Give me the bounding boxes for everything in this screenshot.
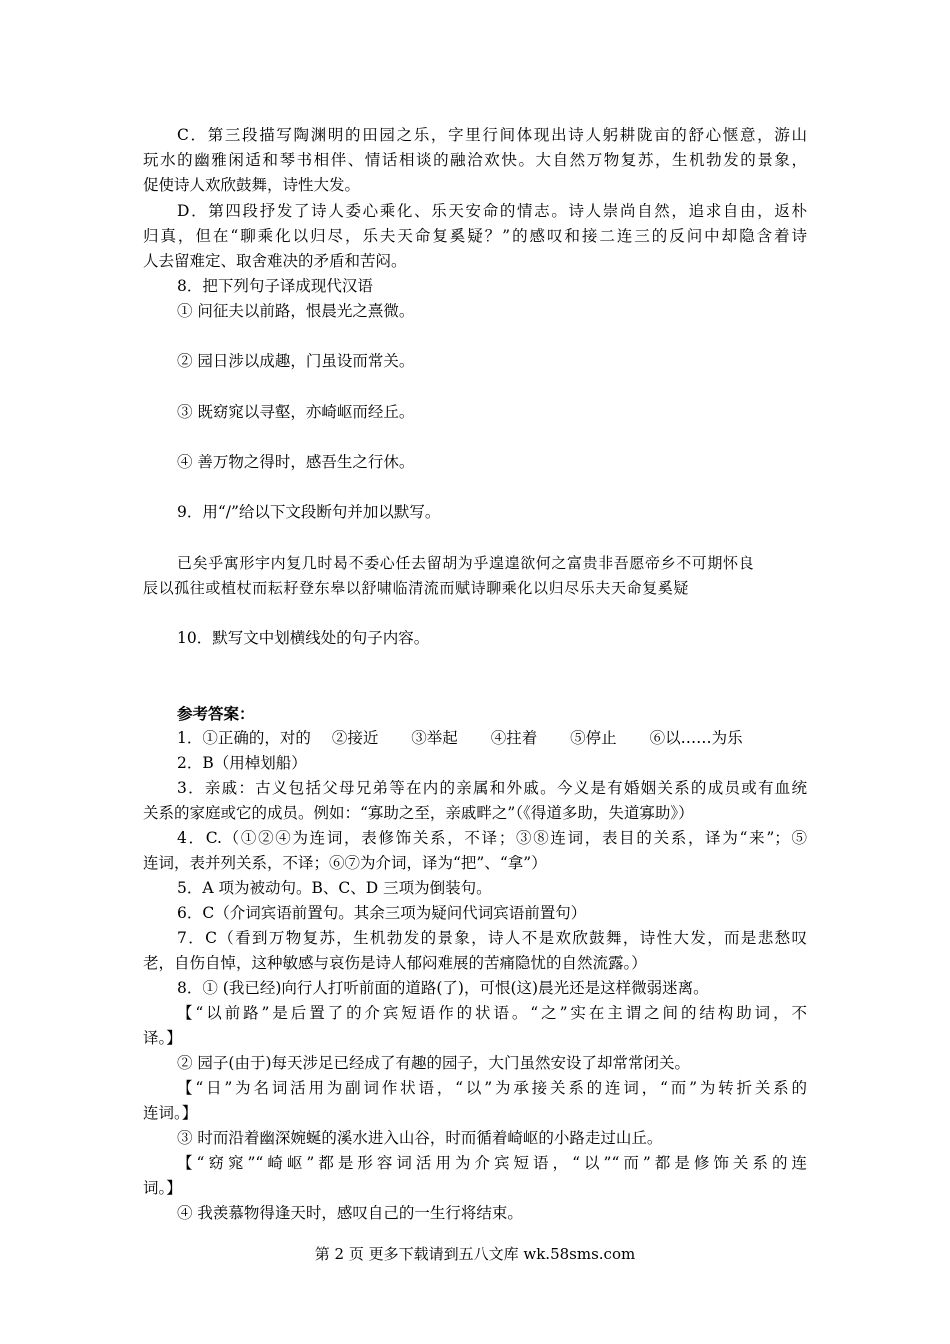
answer-8-item-3: ③ 时而沿着幽深婉蜒的溪水进入山谷，时而循着崎岖的小路走过山丘。 [177, 1129, 663, 1147]
question-8: 8．把下列句子译成现代汉语 [177, 277, 373, 295]
question-8-item-1: ① 问征夫以前路，恨晨光之熹微。 [177, 302, 415, 320]
answer-8-note-3-line-1: 【“窈窕”“崎岖”都是形容词活用为介宾短语，“以”“而”都是修饰关系的连 [177, 1154, 807, 1172]
question-10: 10．默写文中划横线处的句子内容。 [177, 629, 430, 647]
answer-1-part-1: 1．①正确的，对的 [177, 729, 311, 747]
question-8-item-4: ④ 善万物之得时，感吾生之行休。 [177, 453, 415, 471]
answer-3-line-1: 3．亲戚：古义包括父母兄弟等在内的亲属和外戚。今义是有婚姻关系的成员或有血统 [177, 779, 807, 797]
option-c-line-2: 玩水的幽雅闲适和琴书相伴、情话相谈的融洽欢快。大自然万物复苏，生机勃发的景象， [143, 151, 807, 169]
answer-8-item-2: ② 园子(由于)每天涉足已经成了有趣的园子，大门虽然安设了却常常闭关。 [177, 1054, 691, 1072]
option-c-line-1: C．第三段描写陶渊明的田园之乐，字里行间体现出诗人躬耕陇亩的舒心惬意，游山 [177, 126, 807, 144]
answer-2: 2．B（用棹划船） [177, 754, 307, 772]
page-footer: 第 2 页 更多下载请到五八文库 wk.58sms.com [314, 1245, 636, 1263]
question-8-item-3: ③ 既窈窕以寻壑，亦崎岖而经丘。 [177, 403, 415, 421]
answer-8-note-1-line-1: 【“以前路”是后置了的介宾短语作的状语。“之”实在主谓之间的结构助词，不 [177, 1004, 807, 1022]
answer-7-line-2: 老，自伤自悼，这种敏感与哀伤是诗人郁闷难展的苦痛隐忧的自然流露。） [143, 954, 647, 972]
answer-8-note-2-line-1: 【“日”为名词活用为副词作状语，“以”为承接关系的连词，“而”为转折关系的 [177, 1079, 807, 1097]
answer-8-item-1: 8．① (我已经)向行人打听前面的道路(了)，可恨(这)晨光还是这样微弱迷离。 [177, 979, 709, 997]
question-9-text-line-2: 辰以孤往或植杖而耘耔登东皋以舒啸临清流而赋诗聊乘化以归尽乐夫天命复奚疑 [143, 579, 690, 597]
option-d-line-3: 人去留难定、取舍难决的矛盾和苦闷。 [143, 252, 407, 270]
answer-5: 5．A 项为被动句。B、C、D 三项为倒装句。 [177, 879, 492, 897]
answer-1 [177, 727, 743, 749]
question-9: 9．用“/”给以下文段断句并加以默写。 [177, 503, 441, 521]
option-d-line-1: D．第四段抒发了诗人委心乘化、乐天安命的情志。诗人崇尚自然，追求自由，返朴 [177, 202, 807, 220]
answer-1-part-4: ④拄着 [490, 729, 538, 747]
option-c-line-3: 促使诗人欢欣鼓舞，诗性大发。 [143, 176, 361, 194]
answer-1-part-5: ⑤停止 [570, 729, 617, 747]
question-8-item-2: ② 园日涉以成趣，门虽设而常关。 [177, 352, 415, 370]
answer-4-line-1: 4．C.（①②④为连词，表修饰关系，不译；③⑧连词，表目的关系，译为“来”；⑤ [177, 829, 807, 847]
question-9-text-line-1: 已矣乎寓形宇内复几时曷不委心任去留胡为乎遑遑欲何之富贵非吾愿帝乡不可期怀良 [177, 554, 755, 572]
answer-8-note-2-line-2: 连词。】 [143, 1104, 198, 1122]
answers-title: 参考答案： [177, 704, 255, 723]
answer-1-part-2: ②接近 [331, 729, 379, 747]
answer-8-item-4: ④ 我羡慕物得逢天时，感叹自己的一生行将结束。 [177, 1204, 523, 1222]
answer-1-part-3: ③举起 [411, 729, 458, 747]
answer-3-line-2: 关系的家庭或它的成员。例如：“寡助之至，亲戚畔之”（《得道多助，失道寡助》） [143, 804, 694, 822]
answer-8-note-1-line-2: 译。】 [143, 1029, 182, 1047]
answer-7-line-1: 7．C（看到万物复苏，生机勃发的景象，诗人不是欢欣鼓舞，诗性大发，而是悲愁叹 [177, 929, 807, 947]
answer-1-part-6: ⑥以……为乐 [649, 729, 743, 747]
answer-6: 6．C（介词宾语前置句。其余三项为疑问代词宾语前置句） [177, 904, 587, 922]
answer-4-line-2: 连词，表并列关系，不译；⑥⑦为介词，译为“把”、“拿”） [143, 854, 547, 872]
answer-8-note-3-line-2: 词。】 [143, 1179, 182, 1197]
option-d-line-2: 归真，但在“聊乘化以归尽，乐夫天命复奚疑？”的感叹和接二连三的反问中却隐含着诗 [143, 227, 807, 245]
